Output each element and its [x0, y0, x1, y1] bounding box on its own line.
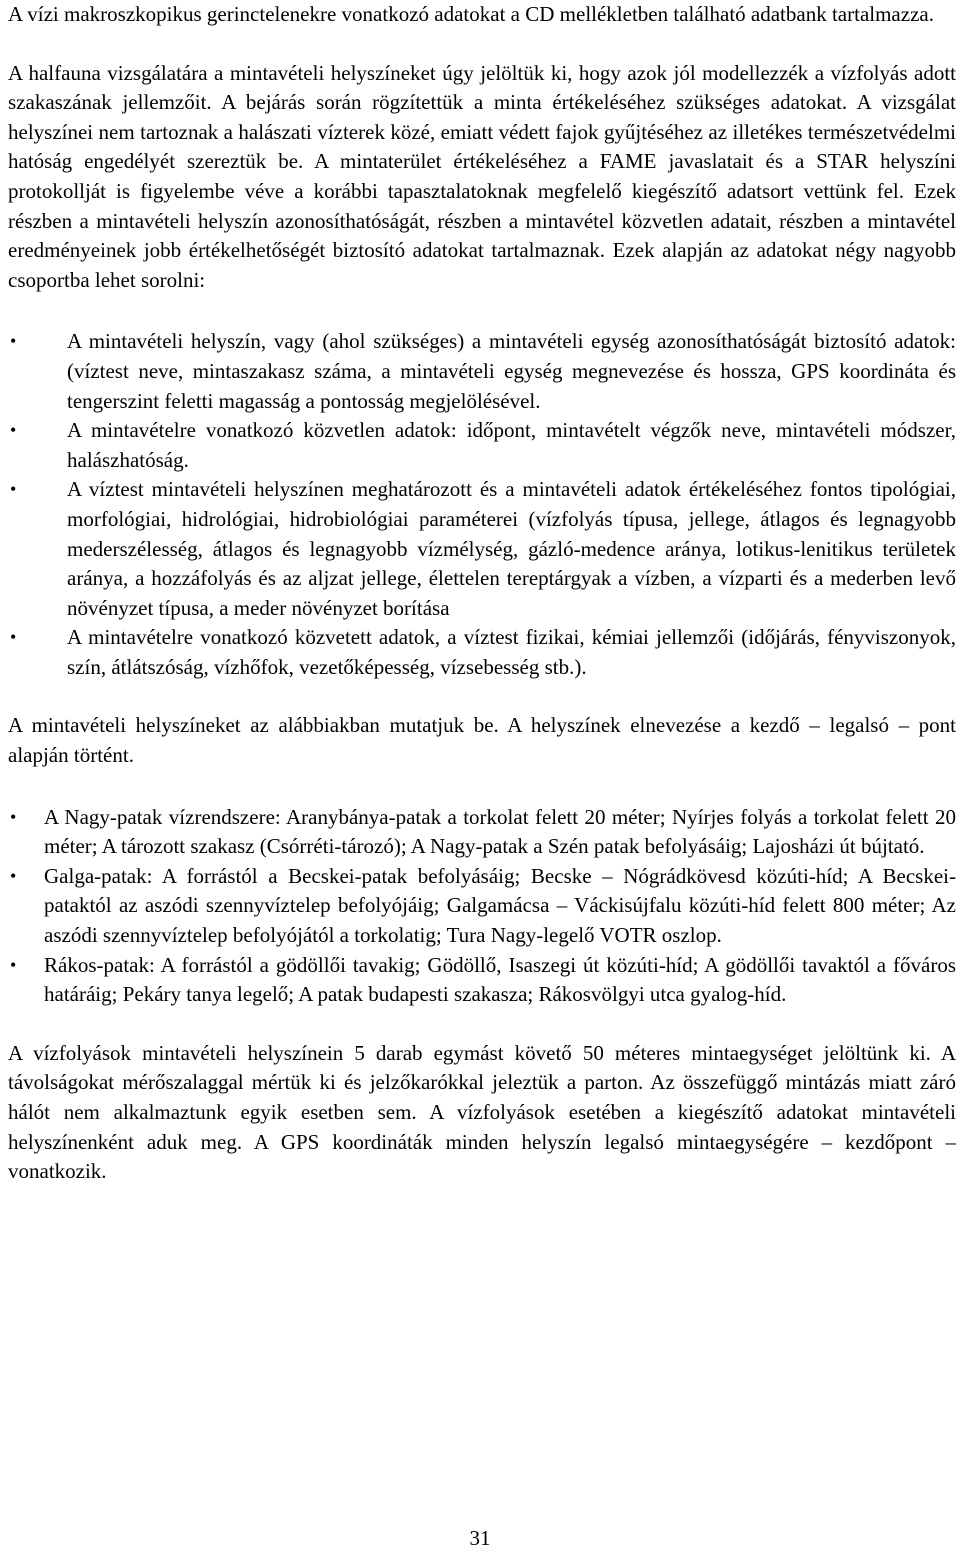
paragraph-gap — [8, 295, 956, 327]
page-number: 31 — [469, 1526, 491, 1550]
list-item-text: A mintavételi helyszín, vagy (ahol szükséges) a mintavételi egység azonosíthatóságát biztosító adatok: (víztest neve, mintaszakasz száma, a mintavételi egység megnevezése és hossza, GPS koordináta és tengerszint feletti magasság a pontosság megjelölésével. — [67, 329, 956, 413]
sites-list — [8, 803, 956, 1010]
bullet-icon: • — [10, 954, 17, 975]
paragraph-gap — [8, 1010, 956, 1039]
list-item-text: A víztest mintavételi helyszínen meghatározott és a mintavételi adatok értékeléséhez fontos tipológiai, morfológiai, hidrológiai, hidrobiológiai paraméterei (vízfolyás típusa, jellege, átlagos és legnagyobb mederszélesség, átlagos és legnagyobb vízmélység, gázló-medence aránya, lotikus-lenitikus területek aránya, a hozzáfolyás és az aljzat jellege, élettelen tereptárgyak a vízben, a vízparti és a mederben levő növényzet típusa, a meder növényzet borítása — [67, 477, 956, 620]
bullet-icon: • — [10, 479, 17, 500]
paragraph-gap — [8, 771, 956, 803]
bullet-icon: • — [10, 331, 17, 352]
list-item — [8, 416, 956, 475]
list-item — [8, 327, 956, 416]
list-item — [8, 475, 956, 623]
bullet-icon: • — [10, 627, 17, 648]
list-item-text: A mintavételre vonatkozó közvetlen adatok: időpont, mintavételt végzők neve, mintavételi módszer, halászhatóság. — [67, 418, 956, 472]
paragraph-fish-sampling: A halfauna vizsgálatára a mintavételi helyszíneket úgy jelöltük ki, hogy azok jól modellezzék a vízfolyás adott szakaszának jellemzőit. A bejárás során rögzítettük a minta értékeléséhez szükséges adatokat. A vizsgálat helyszínei nem tartoznak a halászati vízterek közé, emiatt védett fajok gyűjtéséhez az illetékes természetvédelmi hatóság engedélyét szereztük be. A mintaterület értékeléséhez a FAME javaslatait és a STAR helyszíni protokollját is figyelembe véve a korábbi tapasztalatoknak megfelelő kiegészítő adatsort vettünk fel. Ezek részben a mintavételi helyszín azonosíthatóságát, részben a mintavétel közvetlen adatait, részben a mintavétel eredményeinek jobb értékelhetőségét biztosító adatokat tartalmaznak. Ezek alapján az adatokat négy nagyobb csoportba lehet sorolni: — [8, 60, 956, 292]
list-item — [8, 623, 956, 682]
bullet-icon: • — [10, 865, 17, 886]
list-item-text: A mintavételre vonatkozó közvetett adatok, a víztest fizikai, kémiai jellemzői (időjárás, fényviszonyok, szín, átlátszóság, vízhőfok, vezetőképesség, vízsebesség stb.). — [67, 625, 956, 679]
paragraph-gap — [8, 30, 956, 59]
list-item-text: Galga-patak: A forrástól a Becskei-patak befolyásáig; Becske – Nógrádkövesd közúti-híd; A Becskei-pataktól az aszódi szennyvíztelep befolyójáig; Galgamácsa – Váckisújfalu közúti-híd felett 800 méter; Az aszódi szennyvíztelep befolyójától a torkolatig; Tura Nagy-legelő VOTR oszlop. — [44, 863, 956, 948]
data-groups-list — [8, 327, 956, 682]
list-item — [8, 803, 956, 862]
list-item-text: Rákos-patak: A forrástól a gödöllői tavakig; Gödöllő, Isaszegi út közúti-híd; A gödöllői tavaktól a főváros határáig; Pekáry tanya legelő; A patak budapesti szakasza; Rákosvölgyi utca gyalog-híd. — [44, 952, 956, 1007]
paragraph-gap — [8, 682, 956, 711]
paragraph-invertebrate-data: A vízi makroszkopikus gerinctelenekre vonatkozó adatokat a CD mellékletben található adatbank tartalmazza. — [8, 2, 934, 26]
list-item — [8, 951, 956, 1010]
bullet-icon: • — [10, 806, 17, 827]
paragraph-sites-intro: A mintavételi helyszíneket az alábbiakban mutatjuk be. A helyszínek elnevezése a kezdő – legalsó – pont alapján történt. — [8, 713, 956, 768]
document-page — [8, 0, 956, 1187]
list-item-text: A Nagy-patak vízrendszere: Aranybánya-patak a torkolat felett 20 méter; Nyírjes folyás a torkolat felett 20 méter; A tározott szakasz (Csórréti-tározó); A Nagy-patak a Szén patak befolyásáig; Lajosházi út bújtató. — [44, 804, 956, 859]
paragraph-sampling-units: A vízfolyások mintavételi helyszínein 5 darab egymást követő 50 méteres mintaegységet jelöltünk ki. A távolságokat mérőszalaggal mértük ki és jelzőkarókkal jeleztük a parton. Az összefüggő mintázás miatt záró hálót nem alkalmaztunk egyik esetben sem. A vízfolyások esetében a kiegészítő adatokat mintavételi helyszínenként aduk meg. A GPS koordináták minden helyszín legalsó mintaegységére – kezdőpont – vonatkozik. — [8, 1040, 956, 1184]
list-item — [8, 862, 956, 951]
bullet-icon: • — [10, 420, 17, 441]
